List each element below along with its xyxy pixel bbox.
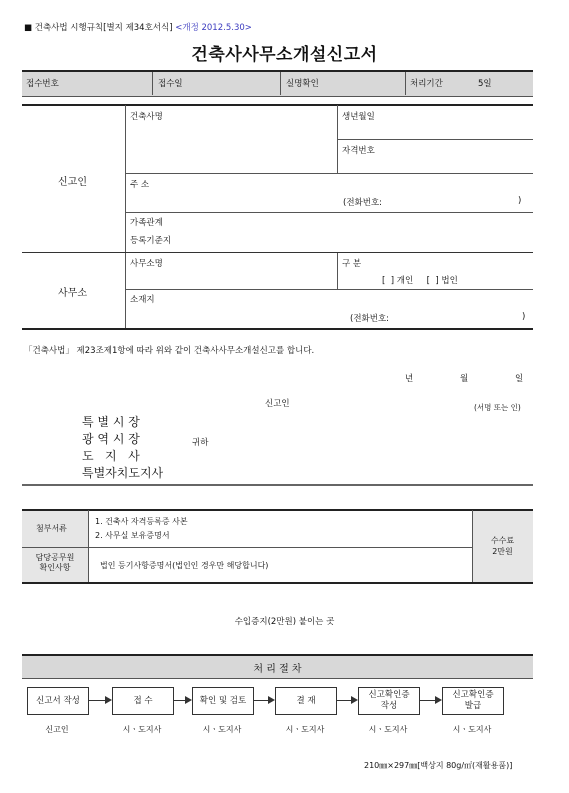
family-relation-label: 가족관계: [130, 218, 163, 228]
step-issue-certificate: [442, 687, 504, 715]
step-actor: 신고인: [45, 725, 69, 734]
office-phone-label: (전화번호:: [350, 314, 390, 324]
office-name-label: 사무소명: [130, 259, 163, 269]
addressee-line-2: 광 역 시 장: [82, 432, 140, 446]
arrow-line-1: [89, 700, 105, 701]
official-check-label: [24, 553, 86, 573]
date-day-label: 일: [515, 374, 524, 384]
signature-label: (서명 또는 인): [474, 403, 521, 412]
applicant-phone-label: (전화번호:: [343, 198, 383, 208]
paper-spec: 210㎜×297㎜[백상지 80g/㎡(재활용품)]: [364, 761, 513, 770]
office-phone-close: ): [522, 312, 526, 322]
arrow-line-5: [420, 700, 435, 701]
identity-check-label: 실명확인: [286, 79, 319, 89]
step-actor: 시ㆍ도지사: [202, 725, 242, 734]
form-title: 건축사사무소개설신고서: [191, 45, 378, 65]
fee-block: [472, 535, 533, 557]
processing-period-label: 처리기간: [410, 79, 443, 89]
addressee-line-4: 특별자치도지사: [82, 466, 164, 480]
birth-date-label: 생년월일: [342, 112, 375, 122]
arrow-right-icon: [105, 696, 112, 704]
step-write-report: 신고서 작성: [27, 687, 89, 715]
official-label-line-2: 확인사항: [39, 563, 71, 572]
receipt-bar: [22, 70, 533, 97]
step-actor: 시ㆍ도지사: [368, 725, 408, 734]
attached-item-1: 1. 건축사 자격등록증 사본: [95, 517, 188, 526]
receipt-number-label: 접수번호: [26, 79, 59, 89]
category-label: 구 분: [342, 259, 362, 269]
step-issue-certificate-line-2: 발급: [464, 701, 482, 711]
attached-item-2: 2. 사무실 보유증명서: [95, 531, 170, 540]
arrow-line-3: [254, 700, 268, 701]
addressee-line-1: 특 별 시 장: [82, 415, 140, 429]
procedure-title: 처 리 절 차: [22, 654, 533, 679]
official-label-line-1: 담당공무원: [35, 553, 75, 562]
step-review: 확인 및 검토: [192, 687, 254, 715]
step-receive: 접 수: [112, 687, 174, 715]
receipt-date-label: 접수일: [158, 79, 183, 89]
amendment-text: <개정 2012.5.30>: [175, 23, 252, 33]
category-options[interactable]: [ ] 개인 [ ] 법인: [382, 276, 458, 286]
addressee-block: [82, 414, 163, 482]
official-check-item: 법인 등기사항증명서(법인인 경우만 해당합니다): [100, 561, 269, 570]
revenue-stamp-area: 수입증지(2만원) 붙이는 곳: [234, 617, 335, 627]
arrow-right-icon: [351, 696, 358, 704]
honorific-label: 귀하: [192, 438, 209, 448]
attached-documents-label: 첨부서류: [36, 524, 67, 533]
arrow-right-icon: [185, 696, 192, 704]
fee-label: 수수료: [490, 536, 515, 545]
registry-standard-label: 등록기준지: [130, 236, 172, 246]
step-approval: 결 재: [275, 687, 337, 715]
declaration-statement: 「건축사법」 제23조제1항에 따라 위와 같이 건축사사무소개설신고를 합니다.: [24, 346, 315, 356]
date-month-label: 월: [460, 374, 469, 384]
architect-name-label: 건축사명: [130, 112, 163, 122]
step-issue-certificate-line-1: 신고확인증: [452, 690, 494, 700]
arrow-line-2: [174, 700, 185, 701]
address-label: 주 소: [130, 180, 150, 190]
step-actor: 시ㆍ도지사: [452, 725, 492, 734]
date-year-label: 년: [405, 374, 414, 384]
step-actor: 시ㆍ도지사: [122, 725, 162, 734]
arrow-right-icon: [435, 696, 442, 704]
regulation-text: ■ 건축사법 시행규칙[별지 제34호서식]: [24, 23, 173, 33]
declaration-applicant-label: 신고인: [265, 399, 290, 409]
addressee-line-3: 도 지 사: [82, 449, 140, 463]
step-actor: 시ㆍ도지사: [285, 725, 325, 734]
location-label: 소재지: [130, 295, 155, 305]
applicant-section-label: 신고인: [58, 177, 87, 188]
office-section-label: 사무소: [58, 288, 87, 299]
step-write-certificate: [358, 687, 420, 715]
arrow-line-4: [337, 700, 351, 701]
step-write-certificate-line-2: 작성: [380, 701, 398, 711]
regulation-label: [24, 21, 252, 33]
applicant-phone-close: ): [518, 196, 522, 206]
license-number-label: 자격번호: [342, 146, 375, 156]
fee-amount: 2만원: [492, 547, 513, 556]
step-write-certificate-line-1: 신고확인증: [368, 690, 410, 700]
processing-days: 5일: [478, 79, 492, 89]
arrow-right-icon: [268, 696, 275, 704]
